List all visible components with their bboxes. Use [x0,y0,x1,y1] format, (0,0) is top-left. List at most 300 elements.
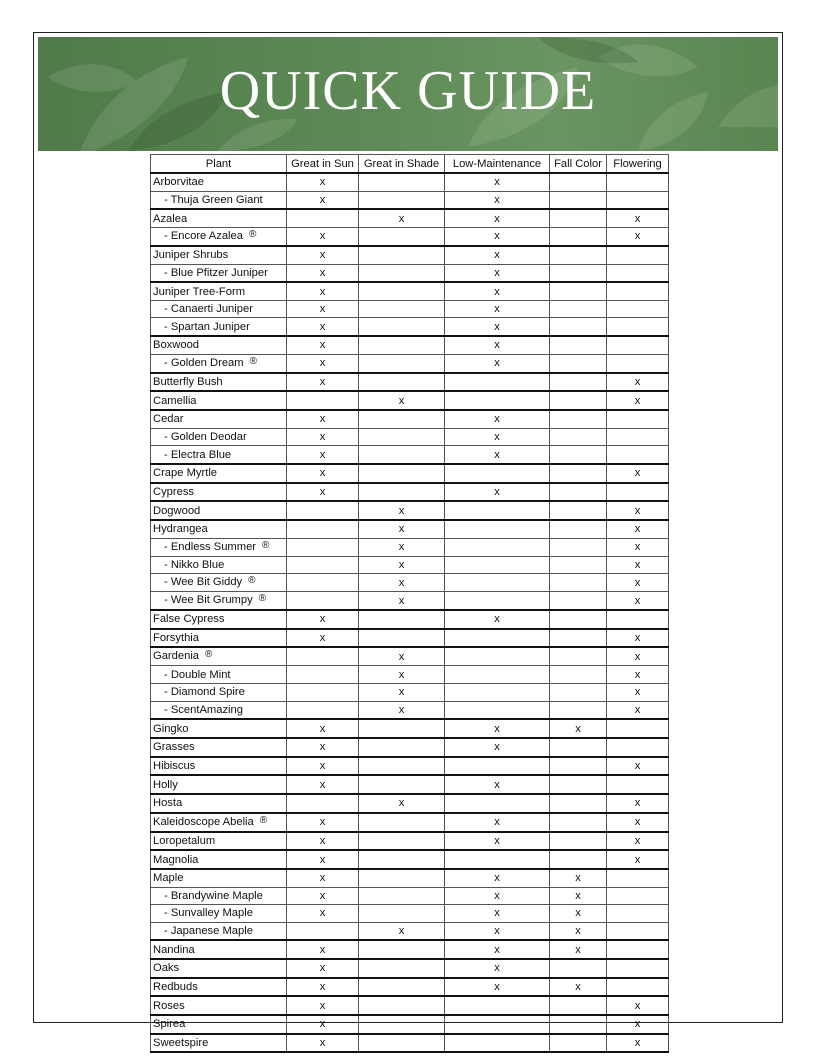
fall-color-mark-cell [550,1034,607,1053]
low-maintenance-mark-cell: x [445,173,550,191]
fall-color-mark-cell [550,592,607,611]
flowering-mark-cell: x [607,391,669,410]
shade-mark-cell [359,887,445,905]
sun-mark-cell [287,391,359,410]
sun-mark-cell: x [287,264,359,282]
flowering-mark-cell [607,922,669,940]
plant-name-cell [151,905,287,923]
sun-mark-cell: x [287,1034,359,1053]
plant-name-cell [151,592,287,611]
shade-mark-cell [359,191,445,209]
plant-name-cell [151,813,287,832]
sun-mark-cell [287,701,359,719]
low-maintenance-mark-cell: x [445,887,550,905]
plant-name-cell [151,246,287,264]
plant-name: Boxwood [153,339,200,352]
shade-mark-cell [359,446,445,464]
plant-name: - Canaerti Juniper [164,303,253,316]
plant-name: Forsythia [153,632,200,645]
fall-color-mark-cell [550,610,607,629]
shade-mark-cell: x [359,209,445,227]
plant-name: - Wee Bit Giddy [164,576,243,589]
sun-mark-cell: x [287,850,359,869]
fall-color-mark-cell [550,701,607,719]
low-maintenance-mark-cell [445,373,550,392]
flowering-mark-cell: x [607,701,669,719]
plant-name: Juniper Shrubs [153,249,229,262]
plant-name-cell [151,282,287,300]
shade-mark-cell [359,959,445,978]
sun-mark-cell: x [287,629,359,648]
table-row [151,610,669,629]
table-header-row [151,155,669,174]
plant-name: Cedar [153,413,184,426]
low-maintenance-mark-cell: x [445,483,550,502]
flowering-mark-cell: x [607,850,669,869]
plant-name-cell [151,629,287,648]
plant-name-cell [151,464,287,483]
flowering-mark-cell [607,191,669,209]
low-maintenance-mark-cell: x [445,246,550,264]
plant-name: Sweetspire [153,1036,209,1049]
table-row [151,738,669,757]
low-maintenance-mark-cell [445,464,550,483]
plant-name-cell [151,300,287,318]
fall-color-mark-cell [550,282,607,300]
plant-name: Hosta [153,797,183,810]
table-row [151,520,669,538]
table-row [151,684,669,702]
plant-name: Cypress [153,485,195,498]
plant-name-cell [151,610,287,629]
fall-color-mark-cell [550,227,607,246]
plant-name-cell [151,719,287,738]
table-row [151,887,669,905]
plant-name: Nandina [153,943,195,956]
flowering-mark-cell [607,428,669,446]
shade-mark-cell: x [359,538,445,556]
flowering-mark-cell [607,318,669,336]
plant-name: Holly [153,778,178,791]
flowering-mark-cell [607,775,669,794]
plant-name: - Brandywine Maple [164,889,263,902]
sun-mark-cell: x [287,959,359,978]
shade-mark-cell [359,1034,445,1053]
sun-mark-cell: x [287,446,359,464]
plant-name-cell [151,428,287,446]
fall-color-mark-cell [550,574,607,592]
flowering-mark-cell [607,300,669,318]
low-maintenance-mark-cell [445,794,550,813]
plant-name: Hydrangea [153,523,208,536]
low-maintenance-mark-cell: x [445,227,550,246]
sun-mark-cell [287,922,359,940]
header-great-in-sun: Great in Sun [287,155,359,174]
flowering-mark-cell: x [607,813,669,832]
low-maintenance-mark-cell [445,666,550,684]
shade-mark-cell: x [359,556,445,574]
shade-mark-cell [359,373,445,392]
table-row [151,832,669,851]
plant-name: - Nikko Blue [164,558,225,571]
plant-name: - Wee Bit Grumpy [164,594,253,607]
fall-color-mark-cell [550,794,607,813]
plant-name-cell [151,940,287,959]
table-row [151,209,669,227]
sun-mark-cell: x [287,191,359,209]
table-row [151,940,669,959]
sun-mark-cell: x [287,246,359,264]
shade-mark-cell [359,246,445,264]
sun-mark-cell: x [287,173,359,191]
flowering-mark-cell [607,940,669,959]
shade-mark-cell: x [359,592,445,611]
table-row [151,959,669,978]
low-maintenance-mark-cell: x [445,738,550,757]
flowering-mark-cell: x [607,574,669,592]
flowering-mark-cell [607,246,669,264]
fall-color-mark-cell [550,850,607,869]
low-maintenance-mark-cell: x [445,869,550,887]
low-maintenance-mark-cell: x [445,610,550,629]
table-row [151,978,669,997]
plant-name: Gardenia [153,650,200,663]
sun-mark-cell [287,666,359,684]
shade-mark-cell [359,264,445,282]
fall-color-mark-cell [550,354,607,373]
fall-color-mark-cell [550,738,607,757]
plant-name: - Endless Summer [164,540,257,553]
table-row [151,813,669,832]
fall-color-mark-cell [550,373,607,392]
sun-mark-cell: x [287,483,359,502]
shade-mark-cell [359,336,445,354]
shade-mark-cell: x [359,684,445,702]
sun-mark-cell: x [287,300,359,318]
fall-color-mark-cell [550,264,607,282]
shade-mark-cell [359,813,445,832]
flowering-mark-cell [607,959,669,978]
table-row [151,354,669,373]
shade-mark-cell [359,483,445,502]
fall-color-mark-cell [550,501,607,520]
fall-color-mark-cell [550,813,607,832]
sun-mark-cell: x [287,336,359,354]
plant-name: - Encore Azalea [164,229,243,242]
sun-mark-cell [287,538,359,556]
shade-mark-cell [359,757,445,776]
flowering-mark-cell [607,410,669,428]
low-maintenance-mark-cell [445,757,550,776]
low-maintenance-mark-cell: x [445,978,550,997]
table-row [151,922,669,940]
sun-mark-cell: x [287,227,359,246]
shade-mark-cell [359,738,445,757]
registered-mark: ® [249,355,257,367]
sun-mark-cell: x [287,813,359,832]
table-row [151,318,669,336]
page-title: QUICK GUIDE [219,60,597,122]
fall-color-mark-cell [550,391,607,410]
shade-mark-cell: x [359,794,445,813]
table-row [151,391,669,410]
plant-name-cell [151,574,287,592]
table-row [151,647,669,666]
low-maintenance-mark-cell [445,629,550,648]
registered-mark: ® [248,228,257,240]
flowering-mark-cell [607,336,669,354]
plant-name: - Electra Blue [164,448,232,461]
low-maintenance-mark-cell [445,684,550,702]
header-great-in-shade: Great in Shade [359,155,445,174]
flowering-mark-cell: x [607,501,669,520]
fall-color-mark-cell [550,428,607,446]
sun-mark-cell [287,647,359,666]
table-row [151,794,669,813]
plant-name-cell [151,483,287,502]
header-fall-color: Fall Color [550,155,607,174]
flowering-mark-cell: x [607,227,669,246]
fall-color-mark-cell [550,483,607,502]
plant-name-cell [151,887,287,905]
title-banner [38,37,778,151]
fall-color-mark-cell [550,520,607,538]
plant-name: Oaks [153,962,180,975]
shade-mark-cell [359,428,445,446]
plant-name-cell [151,264,287,282]
sun-mark-cell: x [287,354,359,373]
plant-name: - Golden Deodar [164,431,247,443]
sun-mark-cell [287,556,359,574]
shade-mark-cell: x [359,666,445,684]
fall-color-mark-cell [550,173,607,191]
flowering-mark-cell: x [607,757,669,776]
fall-color-mark-cell [550,209,607,227]
low-maintenance-mark-cell [445,574,550,592]
plant-name: False Cypress [153,613,225,626]
plant-name-cell [151,501,287,520]
flowering-mark-cell: x [607,832,669,851]
plant-name: Maple [153,872,184,885]
fall-color-mark-cell [550,410,607,428]
plant-name: - ScentAmazing [164,704,243,717]
table-row [151,227,669,246]
table-row [151,264,669,282]
table-row [151,373,669,392]
shade-mark-cell [359,905,445,923]
registered-mark: ® [205,649,213,661]
low-maintenance-mark-cell [445,1034,550,1053]
shade-mark-cell: x [359,574,445,592]
low-maintenance-mark-cell: x [445,191,550,209]
sun-mark-cell: x [287,940,359,959]
fall-color-mark-cell [550,446,607,464]
plant-name-cell [151,446,287,464]
plant-name: - Double Mint [164,668,231,681]
fall-color-mark-cell: x [550,940,607,959]
plant-name: Camellia [153,394,197,407]
table-row [151,701,669,719]
plant-name: Loropetalum [153,834,216,847]
low-maintenance-mark-cell [445,592,550,611]
header-low-maintenance: Low-Maintenance [445,155,550,174]
flowering-mark-cell [607,978,669,997]
sun-mark-cell: x [287,978,359,997]
shade-mark-cell [359,318,445,336]
shade-mark-cell [359,869,445,887]
plant-name-cell [151,209,287,227]
fall-color-mark-cell: x [550,922,607,940]
table-row [151,629,669,648]
plant-name-cell [151,757,287,776]
registered-mark: ® [258,593,267,605]
low-maintenance-mark-cell [445,391,550,410]
table-row [151,300,669,318]
plant-name-cell [151,869,287,887]
sun-mark-cell: x [287,410,359,428]
plant-name: - Blue Pfitzer Juniper [164,266,268,279]
fall-color-mark-cell [550,464,607,483]
low-maintenance-mark-cell: x [445,264,550,282]
low-maintenance-mark-cell: x [445,300,550,318]
shade-mark-cell [359,173,445,191]
table-row [151,574,669,592]
table-row [151,336,669,354]
low-maintenance-mark-cell: x [445,905,550,923]
table-row [151,905,669,923]
fall-color-mark-cell [550,1015,607,1034]
plant-name-cell [151,684,287,702]
plant-name: - Spartan Juniper [164,320,250,333]
fall-color-mark-cell [550,246,607,264]
table-row [151,1034,669,1053]
fall-color-mark-cell [550,556,607,574]
low-maintenance-mark-cell [445,538,550,556]
plant-name: - Japanese Maple [164,925,253,938]
header-flowering: Flowering [607,155,669,174]
table-row [151,850,669,869]
fall-color-mark-cell: x [550,978,607,997]
plant-name-cell [151,1015,287,1034]
flowering-mark-cell: x [607,209,669,227]
plant-name-cell [151,647,287,666]
flowering-mark-cell [607,173,669,191]
table-row [151,282,669,300]
flowering-mark-cell: x [607,538,669,556]
fall-color-mark-cell [550,191,607,209]
flowering-mark-cell: x [607,1034,669,1053]
table-row [151,556,669,574]
fall-color-mark-cell [550,336,607,354]
plant-name: Kaleidoscope Abelia [153,815,254,828]
flowering-mark-cell [607,905,669,923]
sun-mark-cell: x [287,318,359,336]
low-maintenance-mark-cell: x [445,354,550,373]
sun-mark-cell: x [287,1015,359,1034]
plant-name-cell [151,173,287,191]
plant-guide-table [150,154,669,1053]
plant-name-cell [151,520,287,538]
flowering-mark-cell: x [607,373,669,392]
plant-name: - Thuja Green Giant [164,193,263,206]
flowering-mark-cell [607,738,669,757]
fall-color-mark-cell: x [550,905,607,923]
fall-color-mark-cell [550,318,607,336]
sun-mark-cell [287,574,359,592]
fall-color-mark-cell: x [550,887,607,905]
shade-mark-cell [359,300,445,318]
table-row [151,501,669,520]
header-plant: Plant [151,155,287,174]
fall-color-mark-cell [550,996,607,1015]
table-row [151,410,669,428]
plant-name-cell [151,556,287,574]
fall-color-mark-cell [550,666,607,684]
plant-name-cell [151,354,287,373]
low-maintenance-mark-cell: x [445,922,550,940]
shade-mark-cell [359,719,445,738]
sun-mark-cell: x [287,869,359,887]
shade-mark-cell [359,464,445,483]
sun-mark-cell: x [287,905,359,923]
low-maintenance-mark-cell: x [445,209,550,227]
flowering-mark-cell: x [607,996,669,1015]
sun-mark-cell: x [287,428,359,446]
plant-name: Butterfly Bush [153,376,223,389]
plant-name-cell [151,832,287,851]
fall-color-mark-cell [550,775,607,794]
low-maintenance-mark-cell: x [445,959,550,978]
plant-name-cell [151,775,287,794]
plant-name-cell [151,227,287,246]
shade-mark-cell [359,850,445,869]
shade-mark-cell [359,227,445,246]
fall-color-mark-cell [550,629,607,648]
low-maintenance-mark-cell: x [445,336,550,354]
sun-mark-cell: x [287,610,359,629]
low-maintenance-mark-cell [445,701,550,719]
plant-name: Crape Myrtle [153,467,218,480]
low-maintenance-mark-cell: x [445,832,550,851]
flowering-mark-cell: x [607,1015,669,1034]
low-maintenance-mark-cell: x [445,282,550,300]
shade-mark-cell [359,978,445,997]
low-maintenance-mark-cell [445,1015,550,1034]
plant-name: Dogwood [153,504,201,517]
plant-name: Grasses [153,741,195,754]
sun-mark-cell [287,501,359,520]
plant-name-cell [151,701,287,719]
sun-mark-cell: x [287,719,359,738]
plant-name-cell [151,666,287,684]
table-row [151,464,669,483]
low-maintenance-mark-cell [445,520,550,538]
plant-name: Roses [153,999,185,1012]
plant-name: Azalea [153,212,188,225]
plant-name-cell [151,410,287,428]
registered-mark: ® [259,814,268,826]
sun-mark-cell: x [287,887,359,905]
table-row [151,446,669,464]
flowering-mark-cell [607,887,669,905]
sun-mark-cell [287,684,359,702]
table-row [151,538,669,556]
shade-mark-cell: x [359,647,445,666]
plant-name-cell [151,336,287,354]
registered-mark: ® [248,575,256,587]
table-body [151,173,669,1052]
table-row [151,191,669,209]
